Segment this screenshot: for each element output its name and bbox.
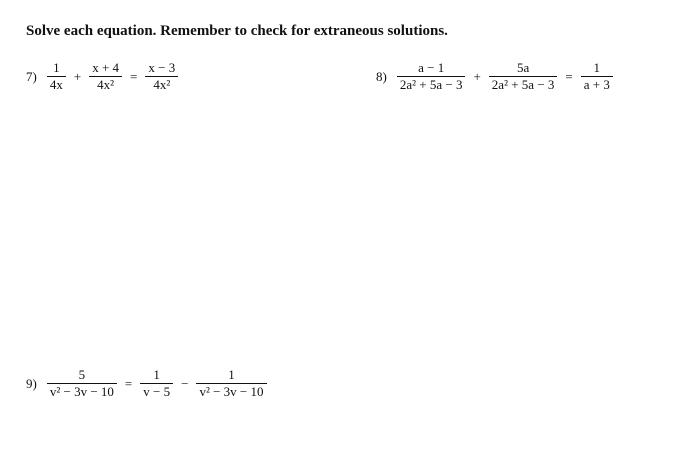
fraction: [140, 367, 173, 400]
operator: +: [473, 68, 481, 84]
operator: −: [181, 375, 189, 391]
problem-number: 8): [376, 68, 387, 84]
denominator: v² − 3v − 10: [49, 384, 114, 399]
fraction: [47, 367, 117, 400]
denominator: v² − 3v − 10: [199, 384, 264, 399]
operator: =: [124, 375, 133, 391]
operator: =: [565, 68, 573, 84]
numerator: a − 1: [418, 60, 445, 75]
numerator: 5a: [516, 60, 530, 75]
problem-number: 9): [26, 375, 37, 391]
numerator: 1: [593, 60, 601, 75]
operator: =: [130, 68, 138, 84]
fraction: [397, 60, 466, 93]
fraction: [89, 60, 122, 93]
fraction: [581, 60, 613, 93]
denominator: v − 5: [143, 384, 171, 399]
fraction: [47, 60, 66, 93]
fraction: [489, 60, 558, 93]
denominator: 2a² + 5a − 3: [399, 77, 463, 92]
problem-number: 7): [26, 68, 37, 84]
denominator: 4x²: [97, 77, 115, 92]
numerator: 1: [53, 60, 60, 75]
problem-8: [376, 60, 615, 93]
fraction: [145, 60, 178, 93]
instructions-heading: Solve each equation. Remember to check for extraneous solutions.: [26, 23, 448, 39]
denominator: a + 3: [583, 77, 610, 92]
numerator: x − 3: [148, 60, 176, 75]
numerator: 5: [78, 367, 86, 382]
problem-9: [26, 367, 269, 400]
operator: +: [73, 68, 82, 84]
numerator: 1: [153, 367, 160, 382]
denominator: 4x: [49, 77, 63, 92]
fraction: [196, 367, 266, 400]
denominator: 2a² + 5a − 3: [491, 77, 555, 92]
denominator: 4x²: [153, 77, 171, 92]
numerator: 1: [228, 367, 235, 382]
problem-7: [26, 60, 180, 93]
numerator: x + 4: [92, 60, 120, 75]
